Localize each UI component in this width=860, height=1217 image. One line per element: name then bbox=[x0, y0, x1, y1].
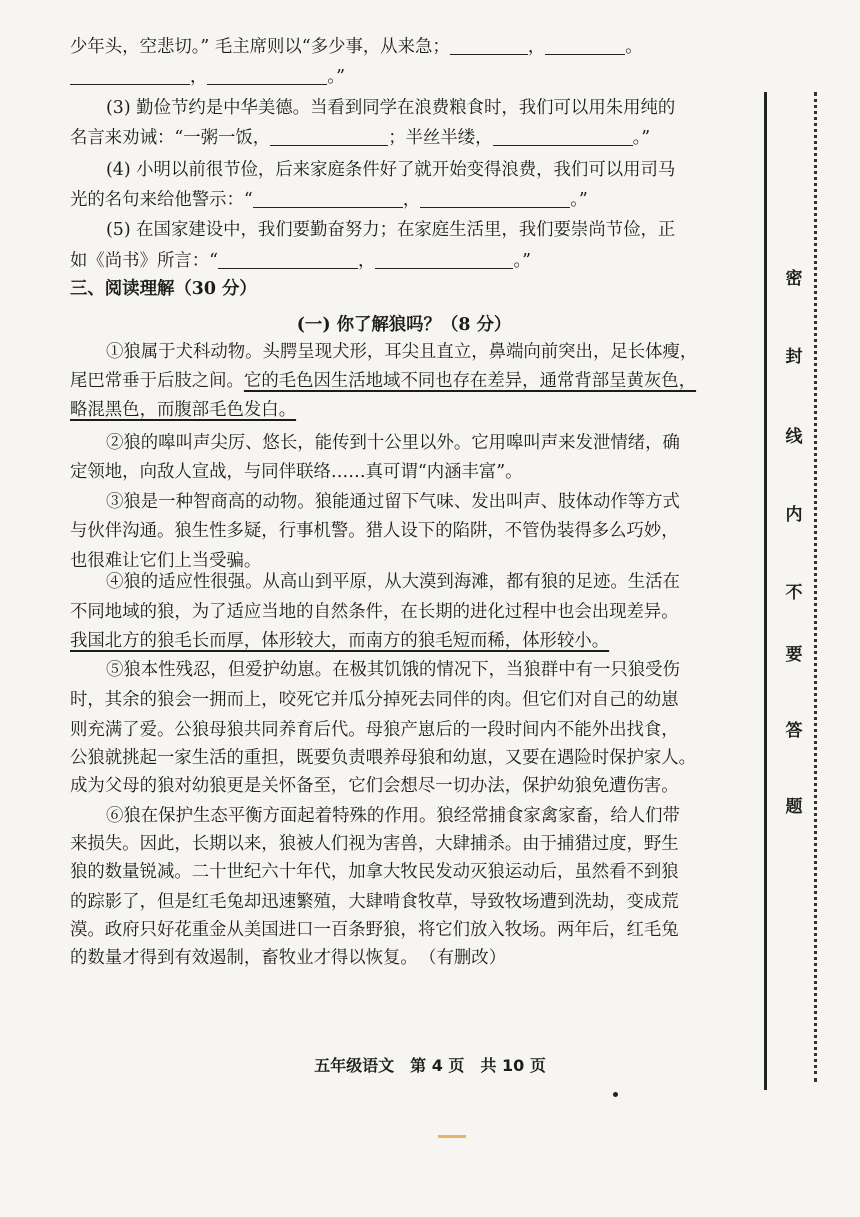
paragraph-line: 时，其余的狼会一拥而上，咬死它并瓜分掉死去同伴的肉。但它们对自己的幼崽 bbox=[70, 690, 679, 710]
dotted-cut-line bbox=[814, 92, 817, 1082]
text-line: ， 。” bbox=[70, 65, 738, 89]
page-footer: 五年级语文 第 4 页 共 10 页 bbox=[314, 1056, 546, 1075]
seal-char: 不 bbox=[785, 583, 803, 603]
question-4: (4) 小明以前很节俭，后来家庭条件好了就开始变得浪费，我们可以用司马 bbox=[106, 160, 676, 180]
paragraph-line: 不同地域的狼，为了适应当地的自然条件，在长期的进化过程中也会出现差异。 bbox=[70, 602, 679, 622]
section-title: 三、阅读理解（30 分） bbox=[70, 279, 257, 299]
answer-blank[interactable] bbox=[420, 189, 570, 208]
answer-blank[interactable] bbox=[493, 127, 633, 146]
paragraph-line: 成为父母的狼对幼狼更是关怀备至，它们会想尽一切办法，保护幼狼免遭伤害。 bbox=[70, 776, 679, 796]
text-line: 少年头，空悲切。” 毛主席则以“多少事，从来急； ， 。 bbox=[70, 37, 643, 57]
binding-line bbox=[764, 92, 767, 1090]
paragraph-line: 的踪影了，但是红毛兔却迅速繁殖，大肆啃食牧草，导致牧场遭到洗劫，变成荒 bbox=[70, 892, 679, 912]
ink-dot bbox=[613, 1092, 618, 1097]
text-line: 如《尚书》所言：“ ， 。” bbox=[70, 251, 532, 271]
paragraph-line: 的数量才得到有效遏制，畜牧业才得以恢复。 （有删改） bbox=[70, 948, 507, 968]
answer-blank[interactable] bbox=[375, 250, 513, 269]
answer-blank[interactable] bbox=[545, 36, 625, 55]
underlined-sentence: 略混黑色，而腹部毛色发白。 bbox=[70, 400, 297, 420]
answer-blank[interactable] bbox=[218, 250, 358, 269]
underlined-sentence: 它的毛色因生活地域不同也存在差异，通常背部呈黄灰色， bbox=[243, 371, 697, 391]
scan-mark bbox=[438, 1135, 466, 1138]
paragraph-line: 漠。政府只好花重金从美国进口一百条野狼，将它们放入牧场。两年后，红毛兔 bbox=[70, 920, 679, 940]
question-5: (5) 在国家建设中，我们要勤奋努力；在家庭生活里，我们要崇尚节俭，正 bbox=[106, 220, 676, 240]
underlined-sentence: 我国北方的狼毛长而厚，体形较大，而南方的狼毛短而稀，体形较小。 bbox=[70, 631, 610, 651]
seal-char: 内 bbox=[785, 505, 803, 525]
line-text: 少年头，空悲切。” 毛主席则以“多少事，从来急； bbox=[70, 37, 450, 57]
answer-blank[interactable] bbox=[253, 189, 403, 208]
reading-title: (一) 你了解狼吗？（8 分） bbox=[296, 315, 512, 335]
paragraph-line: 公狼就挑起一家生活的重担，既要负责喂养母狼和幼崽，又要在遇险时保护家人。 bbox=[70, 748, 697, 768]
source-note: （有删改） bbox=[427, 948, 507, 968]
seal-char: 封 bbox=[785, 347, 803, 367]
paragraph-line: ①狼属于犬科动物。头腭呈现犬形，耳尖且直立，鼻端向前突出，足长体瘦， bbox=[106, 342, 698, 362]
text-line: 名言来劝诫：“一粥一饭， ；半丝半缕， 。” bbox=[70, 128, 651, 148]
paragraph-line: 也很难让它们上当受骗。 bbox=[70, 551, 262, 571]
question-3: (3) 勤俭节约是中华美德。当看到同学在浪费粮食时，我们可以用朱用纯的 bbox=[106, 98, 676, 118]
paragraph-line: 来损失。因此，长期以来，狼被人们视为害兽，大肆捕杀。由于捕猎过度，野生 bbox=[70, 834, 679, 854]
seal-char: 要 bbox=[785, 645, 803, 665]
paragraph-line: 则充满了爱。公狼母狼共同养育后代。母狼产崽后的一段时间内不能外出找食， bbox=[70, 720, 679, 740]
paragraph-line: ⑤狼本性残忍，但爱护幼崽。在极其饥饿的情况下，当狼群中有一只狼受伤 bbox=[106, 660, 680, 680]
seal-char: 线 bbox=[785, 427, 803, 447]
answer-blank[interactable] bbox=[207, 66, 327, 85]
paragraph-line: 狼的数量锐减。二十世纪六十年代，加拿大牧民发动灭狼运动后，虽然看不到狼 bbox=[70, 862, 679, 882]
text-line: 光的名句来给他警示：“ ， 。” bbox=[70, 190, 588, 210]
paragraph-line: ④狼的适应性很强。从高山到平原，从大漠到海滩，都有狼的足迹。生活在 bbox=[106, 572, 680, 592]
paragraph-line: 与伙伴沟通。狼生性多疑，行事机警。猎人设下的陷阱，不管伪装得多么巧妙， bbox=[70, 521, 679, 541]
paragraph-line: 尾巴常垂于后肢之间。它的毛色因生活地域不同也存在差异，通常背部呈黄灰色， bbox=[70, 371, 697, 391]
answer-blank[interactable] bbox=[270, 127, 388, 146]
paragraph-line: 定领地，向敌人宣战，与同伴联络……真可谓“内涵丰富”。 bbox=[70, 462, 523, 482]
seal-char: 密 bbox=[785, 269, 803, 289]
paragraph-line: ②狼的嗥叫声尖厉、悠长，能传到十公里以外。它用嗥叫声来发泄情绪，确 bbox=[106, 433, 680, 453]
answer-blank[interactable] bbox=[70, 66, 190, 85]
answer-blank[interactable] bbox=[450, 36, 528, 55]
paragraph-line: ⑥狼在保护生态平衡方面起着特殊的作用。狼经常捕食家禽家畜，给人们带 bbox=[106, 806, 680, 826]
paragraph-line: ③狼是一种智商高的动物。狼能通过留下气味、发出叫声、肢体动作等方式 bbox=[106, 492, 680, 512]
seal-char: 答 bbox=[785, 721, 803, 741]
seal-char: 题 bbox=[785, 797, 803, 817]
